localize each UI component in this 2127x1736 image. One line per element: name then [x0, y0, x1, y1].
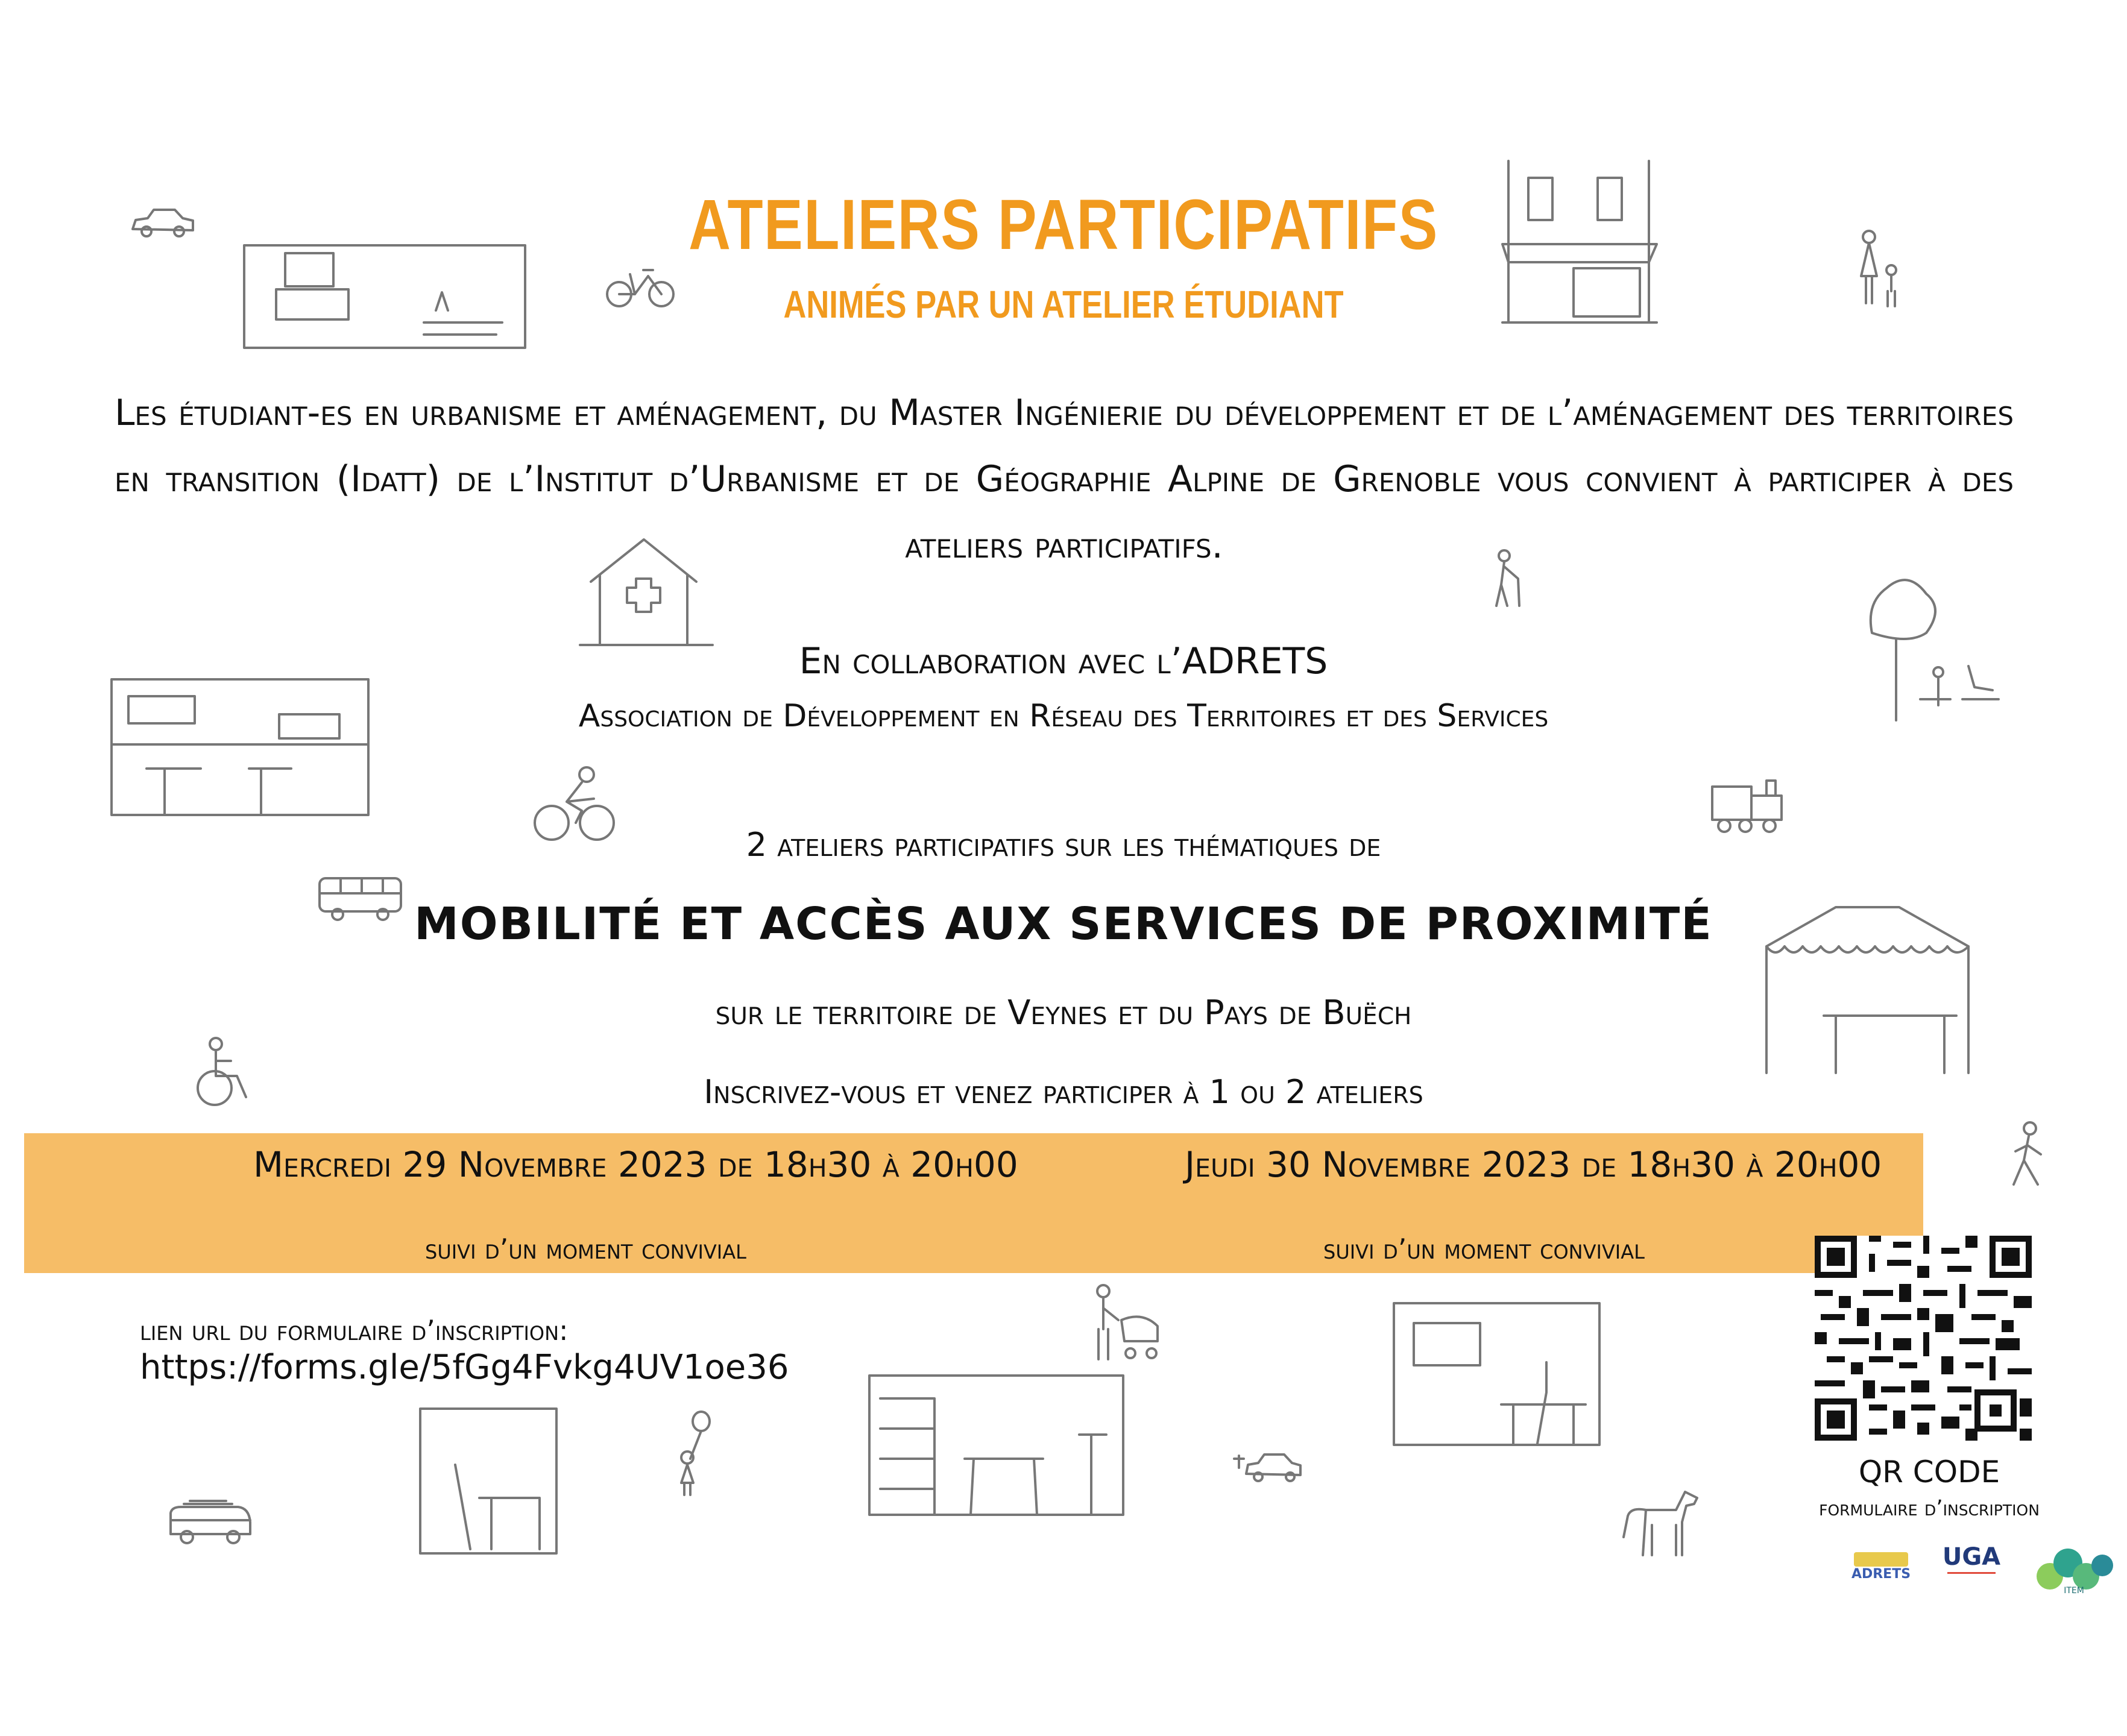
qr-code[interactable] [1815, 1236, 2032, 1441]
workshop-scene-illustration [1393, 1302, 1601, 1447]
call-to-action: Inscrivez-vous et venez participer à 1 ou 2 ateliers [704, 1073, 1423, 1111]
wheelchair-icon [192, 1037, 255, 1109]
bicycle-icon [606, 259, 675, 310]
intro-paragraph: Les étudiant-es en urbanisme et aménagement, du Master Ingénierie du développement et de l’aménagement des territoires en transition (Idatt) de l’Institut d’Urbanisme et de Géographie Alpine de Grenoble vous convient à participer à des ateliers participatifs. [115, 392, 2014, 567]
hospital-illustration [579, 536, 714, 648]
market-stall-illustration [1763, 904, 1971, 1076]
train-icon [1709, 775, 1788, 835]
walking-person-icon [2005, 1121, 2050, 1187]
cyclist-icon [534, 766, 615, 844]
person-stroller-icon [1091, 1284, 1170, 1362]
bus-icon [317, 875, 404, 923]
child-balloon-icon [672, 1410, 711, 1498]
page-title: ATELIERS PARTICIPATIFS [689, 185, 1438, 265]
collaboration-line: En collaboration avec l’ADRETS [799, 640, 1328, 682]
page-subtitle: ANIMÉS PAR UN ATELIER ÉTUDIANT [783, 283, 1344, 326]
session-2-follow: suivi d’un moment convivial [1323, 1233, 1645, 1265]
session-1-date: Mercredi 29 Novembre 2023 de 18h30 à 20h00 [253, 1144, 1018, 1185]
theme-heading: MOBILITÉ ET ACCÈS AUX SERVICES DE PROXIMITÉ [414, 898, 1713, 950]
item-logo [2035, 1540, 2113, 1594]
session-2-date: Jeudi 30 Novembre 2023 de 18h30 à 20h00 [1185, 1144, 1882, 1185]
registration-link-label: lien url du formulaire d’inscription: [140, 1314, 569, 1347]
adrets-logo: ADRETS [1845, 1552, 1917, 1582]
shop-facade-illustration [1501, 160, 1658, 326]
cafe-scene-illustration [110, 678, 370, 817]
desk-scene-illustration [419, 1407, 558, 1555]
session-1-follow: suivi d’un moment convivial [425, 1233, 746, 1265]
collaboration-full-name: Association de Développement en Réseau des Territoires et des Services [578, 698, 1549, 734]
elderly-person-icon [1489, 549, 1528, 609]
bakery-scene-illustration [868, 1374, 1124, 1516]
qr-code-title: QR CODE [1858, 1455, 2000, 1489]
territory-line: sur le territoire de Veynes et du Pays de Buëch [715, 993, 1412, 1033]
registration-link[interactable]: https://forms.gle/5fGg4Fvkg4UV1oe36 [140, 1348, 789, 1387]
ateliers-count: 2 ateliers participatifs sur les thématiques de [746, 826, 1381, 864]
uga-logo: UGA [1938, 1543, 2005, 1587]
svg-text:ITEM: ITEM [2064, 1586, 2084, 1596]
electric-car-icon [1233, 1444, 1302, 1486]
qr-code-subtitle: formulaire d’inscription [1819, 1496, 2040, 1521]
parent-child-icon [1854, 228, 1902, 309]
office-scene-illustration [243, 244, 526, 350]
tree-benches-illustration [1860, 567, 2005, 723]
van-icon [166, 1489, 253, 1549]
car-icon [130, 205, 196, 241]
horse-icon [1619, 1483, 1703, 1561]
